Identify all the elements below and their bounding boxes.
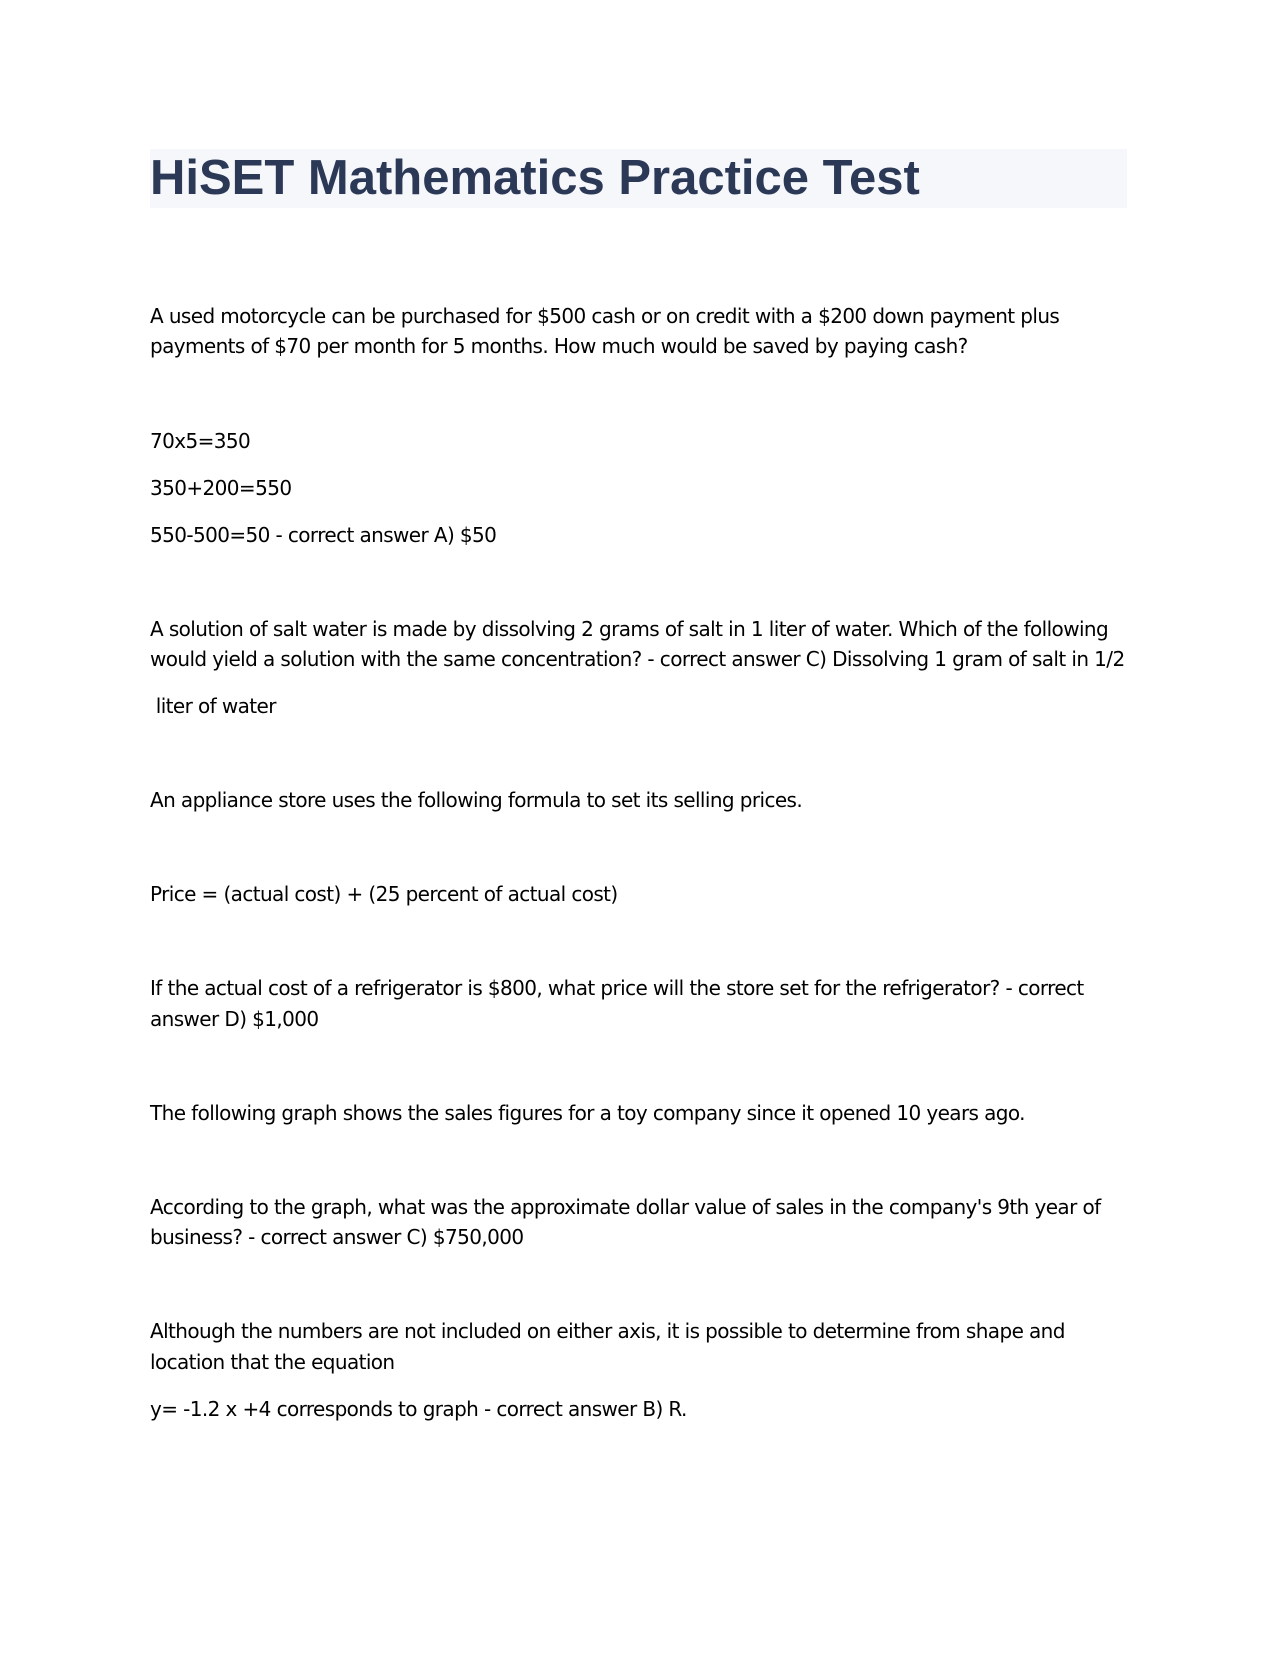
answer-1: 550-500=50 - correct answer A) $50	[150, 523, 497, 547]
question-1-line-2: payments of $70 per month for 5 months. How much would be saved by paying cash?	[150, 334, 968, 358]
question-2-line-3: liter of water	[150, 694, 276, 718]
question-3-line-2: answer D) $1,000	[150, 1007, 319, 1031]
calculation-line-2: 350+200=550	[150, 476, 292, 500]
question-5-line-3: y= -1.2 x +4 corresponds to graph - correct answer B) R.	[150, 1397, 687, 1421]
page-title: HiSET Mathematics Practice Test	[150, 151, 920, 205]
question-4-line-2: business? - correct answer C) $750,000	[150, 1225, 524, 1249]
question-5-line-1: Although the numbers are not included on either axis, it is possible to determine from shape and	[150, 1319, 1065, 1343]
question-2-line-1: A solution of salt water is made by dissolving 2 grams of salt in 1 liter of water. Which of the following	[150, 617, 1109, 641]
question-4-intro: The following graph shows the sales figures for a toy company since it opened 10 years ago.	[150, 1101, 1025, 1125]
calculation-line-1: 70x5=350	[150, 429, 251, 453]
price-formula: Price = (actual cost) + (25 percent of actual cost)	[150, 882, 618, 906]
question-1-line-1: A used motorcycle can be purchased for $500 cash or on credit with a $200 down payment plus	[150, 304, 1060, 328]
question-3-intro: An appliance store uses the following formula to set its selling prices.	[150, 788, 803, 812]
question-2-line-2: would yield a solution with the same concentration? - correct answer C) Dissolving 1 gram of salt in 1/2	[150, 647, 1125, 671]
question-3-line-1: If the actual cost of a refrigerator is $800, what price will the store set for the refrigerator? - correct	[150, 976, 1084, 1000]
title-block	[150, 149, 1127, 208]
question-5-line-2: location that the equation	[150, 1350, 395, 1374]
question-4-line-1: According to the graph, what was the approximate dollar value of sales in the company's 9th year of	[150, 1195, 1101, 1219]
